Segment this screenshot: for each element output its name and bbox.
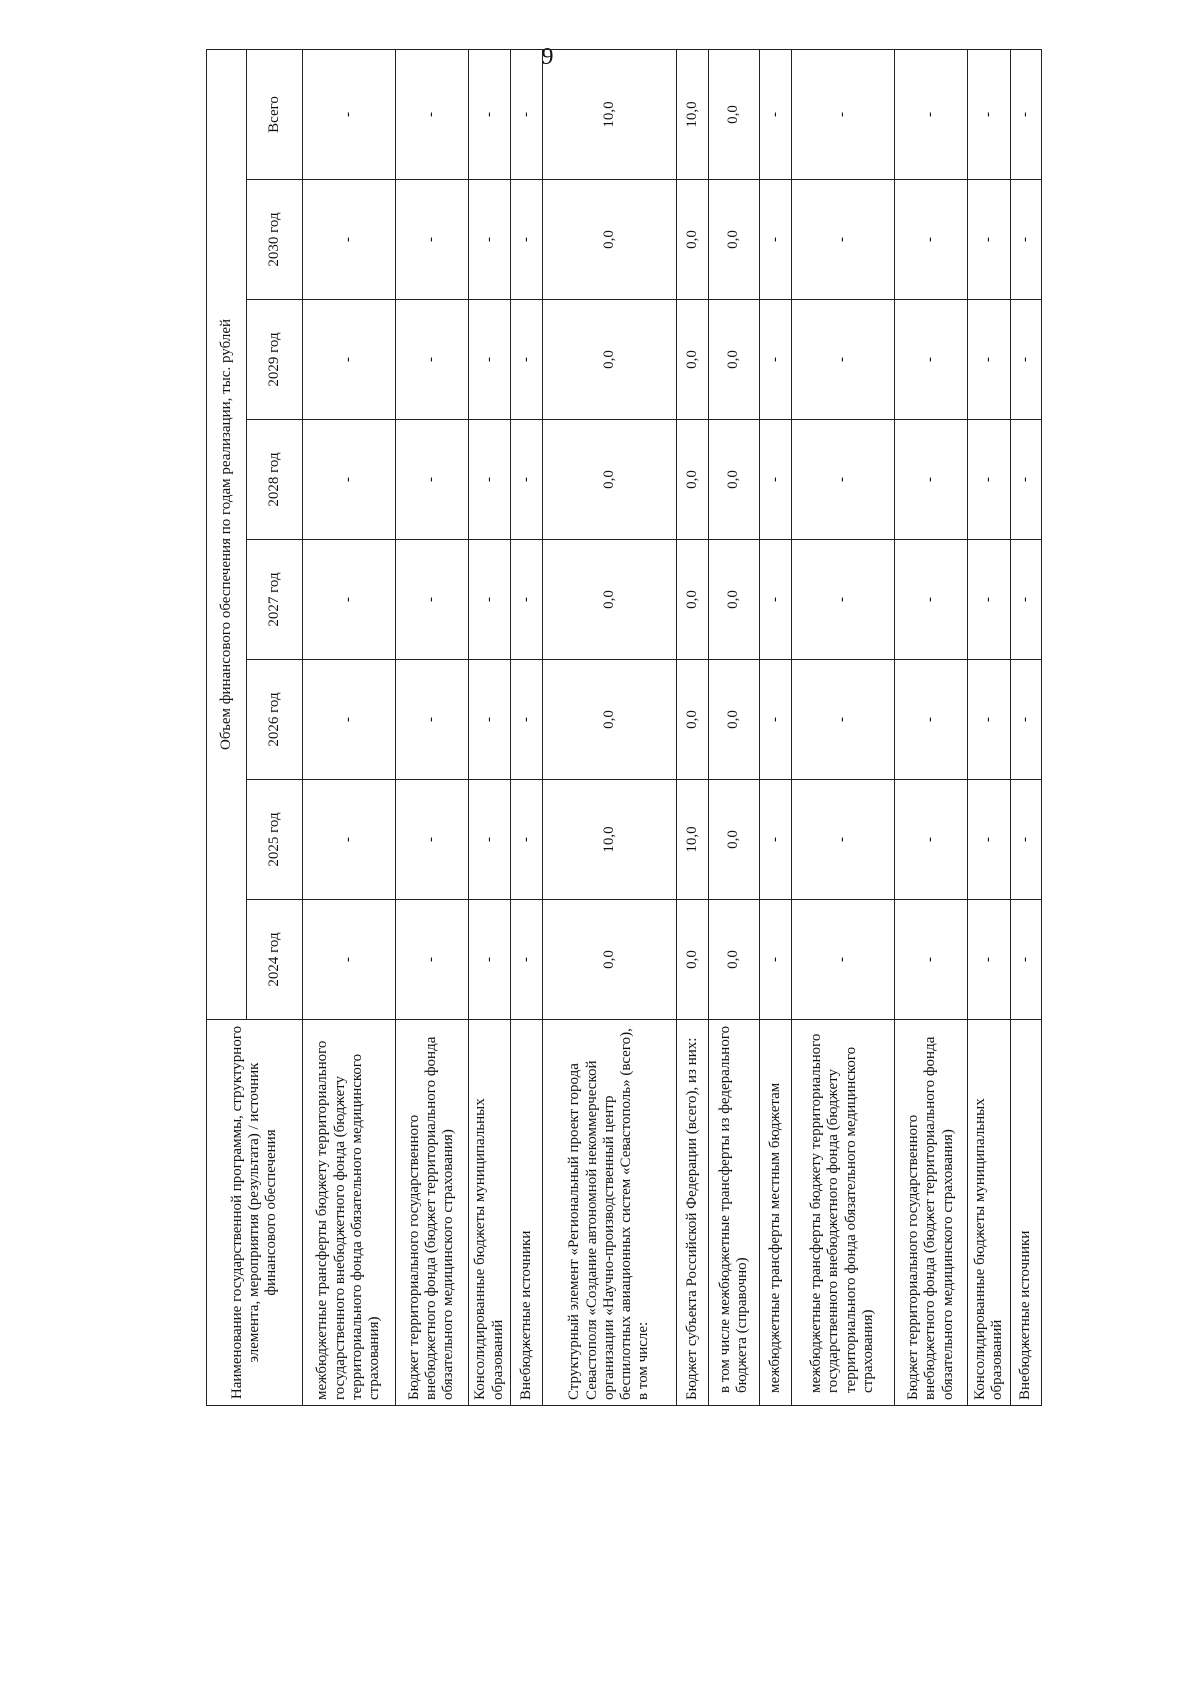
row-total-cell: 10,0 [677,49,708,179]
row-value-cell: 0,0 [708,780,760,900]
row-value-cell: - [395,780,468,900]
row-value-cell: - [968,540,1011,660]
row-value-cell: - [760,900,791,1020]
row-value-cell: - [468,180,511,300]
row-value-cell: 0,0 [542,900,677,1020]
row-label: в том числе межбюджетные трансферты из федерального бюджета (справочно) [708,1020,760,1406]
row-value-cell: 0,0 [542,300,677,420]
row-total-cell: - [1010,49,1041,179]
row-total-cell: - [791,49,894,179]
header-name-column: Наименование государственной программы, структурного элемента, мероприятия (результата) / источник финансового обеспечения [207,1020,303,1406]
table-row [677,49,708,1405]
row-value-cell: - [968,780,1011,900]
row-value-cell: - [1010,540,1041,660]
row-value-cell: - [894,180,967,300]
row-value-cell: 10,0 [542,780,677,900]
row-label: межбюджетные трансферты бюджету территориального государственного внебюджетного фонда (бюджету территориального фонда обязательного медицинского страхования) [791,1020,894,1406]
row-value-cell: - [395,660,468,780]
row-value-cell: - [303,780,396,900]
row-value-cell: - [968,660,1011,780]
row-value-cell: 0,0 [708,900,760,1020]
table-row [760,49,791,1405]
row-value-cell: 0,0 [677,300,708,420]
row-value-cell: - [468,540,511,660]
row-value-cell: - [894,900,967,1020]
row-value-cell: - [511,900,542,1020]
row-value-cell: 10,0 [677,780,708,900]
row-total-cell: - [968,49,1011,179]
table-row [511,49,542,1405]
row-label: Внебюджетные источники [1010,1020,1041,1406]
header-year: 2027 год [247,540,303,660]
row-total-cell: - [894,49,967,179]
row-total-cell: 0,0 [708,49,760,179]
row-value-cell: - [760,780,791,900]
table-row [708,49,760,1405]
row-label: Консолидированные бюджеты муниципальных образований [968,1020,1011,1406]
table-row [303,49,396,1405]
row-value-cell: 0,0 [708,180,760,300]
row-value-cell: - [511,300,542,420]
row-total-cell: - [760,49,791,179]
rotated-table-container [206,96,1042,1406]
row-label: Бюджет субъекта Российской Федерации (всего), из них: [677,1020,708,1406]
row-value-cell: 0,0 [542,180,677,300]
row-value-cell: - [511,780,542,900]
header-year: 2029 год [247,300,303,420]
header-year: 2024 год [247,900,303,1020]
header-row-group [207,49,247,1405]
table-row [894,49,967,1405]
row-value-cell: 0,0 [677,420,708,540]
row-value-cell: - [303,420,396,540]
row-value-cell: - [760,180,791,300]
row-value-cell: - [968,900,1011,1020]
row-value-cell: - [1010,900,1041,1020]
row-label: межбюджетные трансферты бюджету территориального государственного внебюджетного фонда (бюджету территориального фонда обязательного медицинского страхования) [303,1020,396,1406]
header-year: 2030 год [247,180,303,300]
row-value-cell: - [760,540,791,660]
financing-table [206,49,1042,1406]
header-financing-group: Объем финансового обеспечения по годам реализации, тыс. рублей [207,49,247,1019]
row-value-cell: - [303,180,396,300]
row-value-cell: - [511,180,542,300]
row-value-cell: 0,0 [542,540,677,660]
table-row [468,49,511,1405]
row-value-cell: 0,0 [708,660,760,780]
row-value-cell: - [511,420,542,540]
header-year: 2026 год [247,660,303,780]
row-value-cell: - [760,660,791,780]
row-value-cell: - [1010,180,1041,300]
row-value-cell: - [468,420,511,540]
table-row [791,49,894,1405]
row-value-cell: - [760,300,791,420]
row-value-cell: - [303,300,396,420]
row-value-cell: 0,0 [677,540,708,660]
row-value-cell: - [894,540,967,660]
row-value-cell: 0,0 [677,900,708,1020]
row-label: Бюджет территориального государственного внебюджетного фонда (бюджет территориального фонда обязательного медицинского страхования) [395,1020,468,1406]
row-value-cell: 0,0 [677,660,708,780]
row-value-cell: - [1010,660,1041,780]
row-value-cell: - [468,660,511,780]
row-value-cell: - [760,420,791,540]
row-value-cell: - [511,660,542,780]
row-total-cell: - [468,49,511,179]
row-value-cell: - [894,780,967,900]
row-value-cell: - [968,180,1011,300]
row-value-cell: - [1010,300,1041,420]
row-value-cell: - [791,660,894,780]
row-value-cell: 0,0 [708,540,760,660]
row-value-cell: - [791,900,894,1020]
header-year: 2025 год [247,780,303,900]
row-value-cell: 0,0 [708,420,760,540]
table-row [1010,49,1041,1405]
row-value-cell: - [468,780,511,900]
row-value-cell: - [395,180,468,300]
row-value-cell: - [791,780,894,900]
row-value-cell: - [303,900,396,1020]
header-total: Всего [247,49,303,179]
table-row [542,49,677,1405]
row-value-cell: 0,0 [708,300,760,420]
row-value-cell: - [303,660,396,780]
row-total-cell: - [511,49,542,179]
row-value-cell: - [1010,780,1041,900]
row-value-cell: - [894,300,967,420]
row-value-cell: 0,0 [542,660,677,780]
row-value-cell: - [968,300,1011,420]
row-value-cell: - [894,660,967,780]
row-value-cell: 0,0 [677,180,708,300]
row-label: Консолидированные бюджеты муниципальных образований [468,1020,511,1406]
row-value-cell: - [468,900,511,1020]
row-total-cell: - [395,49,468,179]
table-row [395,49,468,1405]
row-value-cell: - [511,540,542,660]
row-total-cell: 10,0 [542,49,677,179]
row-value-cell: - [1010,420,1041,540]
row-value-cell: - [791,420,894,540]
row-value-cell: 0,0 [542,420,677,540]
row-total-cell: - [303,49,396,179]
row-value-cell: - [395,540,468,660]
row-value-cell: - [791,300,894,420]
header-year: 2028 год [247,420,303,540]
row-value-cell: - [395,900,468,1020]
row-value-cell: - [468,300,511,420]
row-value-cell: - [395,300,468,420]
row-value-cell: - [968,420,1011,540]
row-value-cell: - [791,180,894,300]
row-label: Внебюджетные источники [511,1020,542,1406]
row-value-cell: - [395,420,468,540]
row-label: межбюджетные трансферты местным бюджетам [760,1020,791,1406]
row-value-cell: - [303,540,396,660]
table-row [968,49,1011,1405]
page-number: 9 [541,44,554,70]
row-label: Структурный элемент «Региональный проект города Севастополя «Создание автономной некоммерческой организации «Научно-производственный центр беспилотных авиационных систем «Севастополь» (всего), в том числе: [542,1020,677,1406]
row-value-cell: - [791,540,894,660]
row-value-cell: - [894,420,967,540]
row-label: Бюджет территориального государственного внебюджетного фонда (бюджет территориального фонда обязательного медицинского страхования) [894,1020,967,1406]
